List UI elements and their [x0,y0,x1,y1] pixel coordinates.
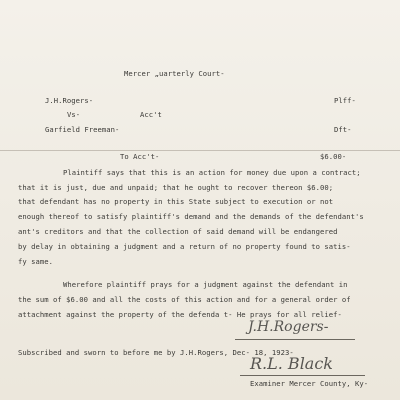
plaintiff-role: Plff- [334,96,356,105]
signature-line [240,375,365,376]
body-line: that it is just, due and unpaid; that he ought to recover thereon $6.00; [18,183,334,192]
subscribed-line: Subscribed and sworn to before me by J.H.Rogers, Dec- 18, 1923- [18,348,294,357]
body-line: fy same. [18,257,54,266]
versus-label: Vs- [67,110,81,119]
body-line: enough thereof to satisfy plaintiff's demand and the demands of the defendant's [18,212,364,221]
body-line: attachment against the property of the defenda t- He prays for all relief- [18,310,342,319]
plaintiff-signature: J.H.Rogers- [248,319,329,335]
signature-line [235,339,355,340]
plaintiff-name: J.H.Rogers- [45,96,94,105]
body-line: ant's creditors and that the collection of said demand will be endangered [18,227,338,236]
to-account-label: To Acc't- [120,152,160,161]
body-line: the sum of $6.00 and all the costs of this action and for a general order of [18,295,351,304]
defendant-role: Dft- [334,125,352,134]
examiner-signature: R.L. Black [250,354,333,373]
body-line: by delay in obtaining a judgment and a return of no property found to satis- [18,242,351,251]
action-label: Acc't [140,110,162,119]
body-line: Plaintiff says that this is an action for money due upon a contract; [63,168,361,177]
examiner-title: Examiner Mercer County, Ky- [250,379,369,388]
fold-crease [0,150,400,151]
body-line: that defendant has no property in this State subject to execution or not [18,197,334,206]
claim-amount: $6.00- [320,152,347,161]
court-heading: Mercer „uarterly Court- [124,69,225,78]
defendant-name: Garfield Freeman- [45,125,120,134]
body-line: Wherefore plaintiff prays for a judgment against the defendant in [63,280,348,289]
